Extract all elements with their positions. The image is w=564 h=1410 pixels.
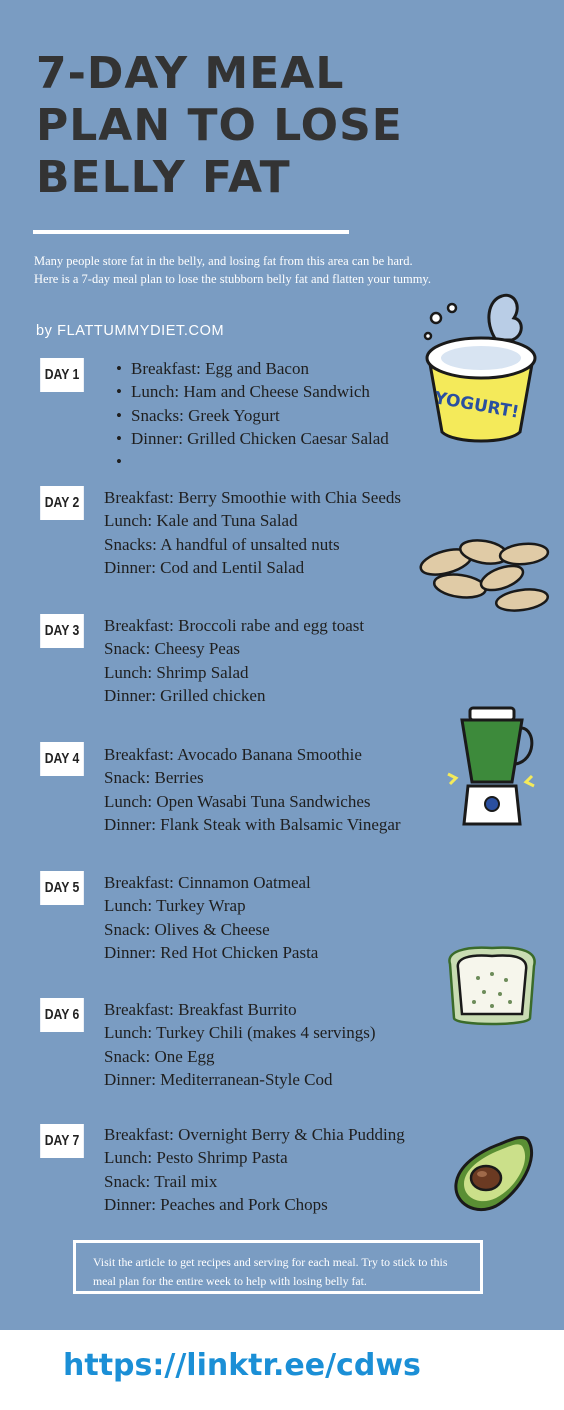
meal-item: Snack: Olives & Cheese (104, 919, 270, 939)
meal-item: Lunch: Open Wasabi Tuna Sandwiches (104, 791, 371, 811)
byline: by FLATTUMMYDIET.COM (36, 323, 225, 339)
meal-item: Breakfast: Avocado Banana Smoothie (104, 745, 362, 764)
empty-bullet (131, 450, 389, 473)
meal-item: Lunch: Turkey Wrap (104, 896, 246, 916)
sandwich-icon (442, 944, 542, 1030)
yogurt-label: YOGURT! (432, 388, 521, 423)
meal-item: Dinner: Flank Steak with Balsamic Vinegar (104, 814, 401, 834)
meal-item: Snack: One Egg (104, 1046, 215, 1066)
meal-item: Snack: Cheesy Peas (104, 639, 240, 659)
meal-item: Snack: Trail mix (104, 1171, 218, 1191)
meal-item: Dinner: Grilled chicken (104, 685, 266, 705)
meal-item: Dinner: Mediterranean-Style Cod (104, 1069, 333, 1089)
meal-item: Breakfast: Cinnamon Oatmeal (104, 873, 311, 892)
meal-item: Breakfast: Overnight Berry & Chia Pudding (104, 1125, 405, 1144)
intro-text: Many people store fat in the belly, and losing fat from this area can be hard. Here is a 7-day meal plan to lose the stubborn belly fat and flatten your tummy. (34, 254, 431, 286)
footer-note: Visit the article to get recipes and serving for each meal. Try to stick to this meal plan for the entire week to help with losing belly fat. (93, 1255, 448, 1288)
meal-item: • Lunch: Ham and Cheese Sandwich (131, 380, 389, 403)
meal-item: • Snacks: Greek Yogurt (131, 404, 389, 427)
meal-item: Snacks: A handful of unsalted nuts (104, 534, 340, 554)
day-2-badge: DAY 2 (40, 486, 84, 520)
title-underline (33, 230, 349, 234)
meal-item: Lunch: Shrimp Salad (104, 662, 249, 682)
meal-item: • Breakfast: Egg and Bacon (131, 357, 389, 380)
day-2-meals (104, 486, 401, 579)
linktree-link[interactable]: https://linktr.ee/cdws (63, 1348, 421, 1383)
meal-item: Breakfast: Breakfast Burrito (104, 1000, 297, 1019)
day-3-meals (104, 614, 364, 707)
meal-item: Dinner: Red Hot Chicken Pasta (104, 942, 319, 962)
almonds-icon (416, 534, 556, 614)
day-5-badge: DAY 5 (40, 871, 84, 905)
day-7-meals (104, 1123, 405, 1216)
day-4-badge: DAY 4 (40, 742, 84, 776)
day-6-meals (104, 998, 376, 1091)
avocado-icon (450, 1132, 536, 1214)
page-title: 7-DAY MEAL PLAN TO LOSE BELLY FAT (36, 48, 403, 203)
meal-item: Lunch: Pesto Shrimp Pasta (104, 1148, 288, 1168)
day-4-meals (104, 743, 401, 836)
day-5-meals (104, 871, 318, 964)
day-1-meals (131, 357, 389, 473)
yogurt-cup-icon (414, 292, 544, 444)
day-1-badge: DAY 1 (40, 358, 84, 392)
day-3-badge: DAY 3 (40, 614, 84, 648)
meal-item: Breakfast: Berry Smoothie with Chia Seeds (104, 488, 401, 507)
meal-item: Lunch: Kale and Tuna Salad (104, 511, 298, 531)
meal-item: • Dinner: Grilled Chicken Caesar Salad (131, 427, 389, 450)
meal-item: Breakfast: Broccoli rabe and egg toast (104, 616, 365, 635)
meal-item: Snack: Berries (104, 768, 204, 788)
meal-item: Lunch: Turkey Chili (makes 4 servings) (104, 1023, 376, 1043)
blender-icon (440, 704, 540, 830)
meal-item: Dinner: Peaches and Pork Chops (104, 1194, 328, 1214)
meal-item: Dinner: Cod and Lentil Salad (104, 557, 305, 577)
day-7-badge: DAY 7 (40, 1124, 84, 1158)
day-6-badge: DAY 6 (40, 998, 84, 1032)
